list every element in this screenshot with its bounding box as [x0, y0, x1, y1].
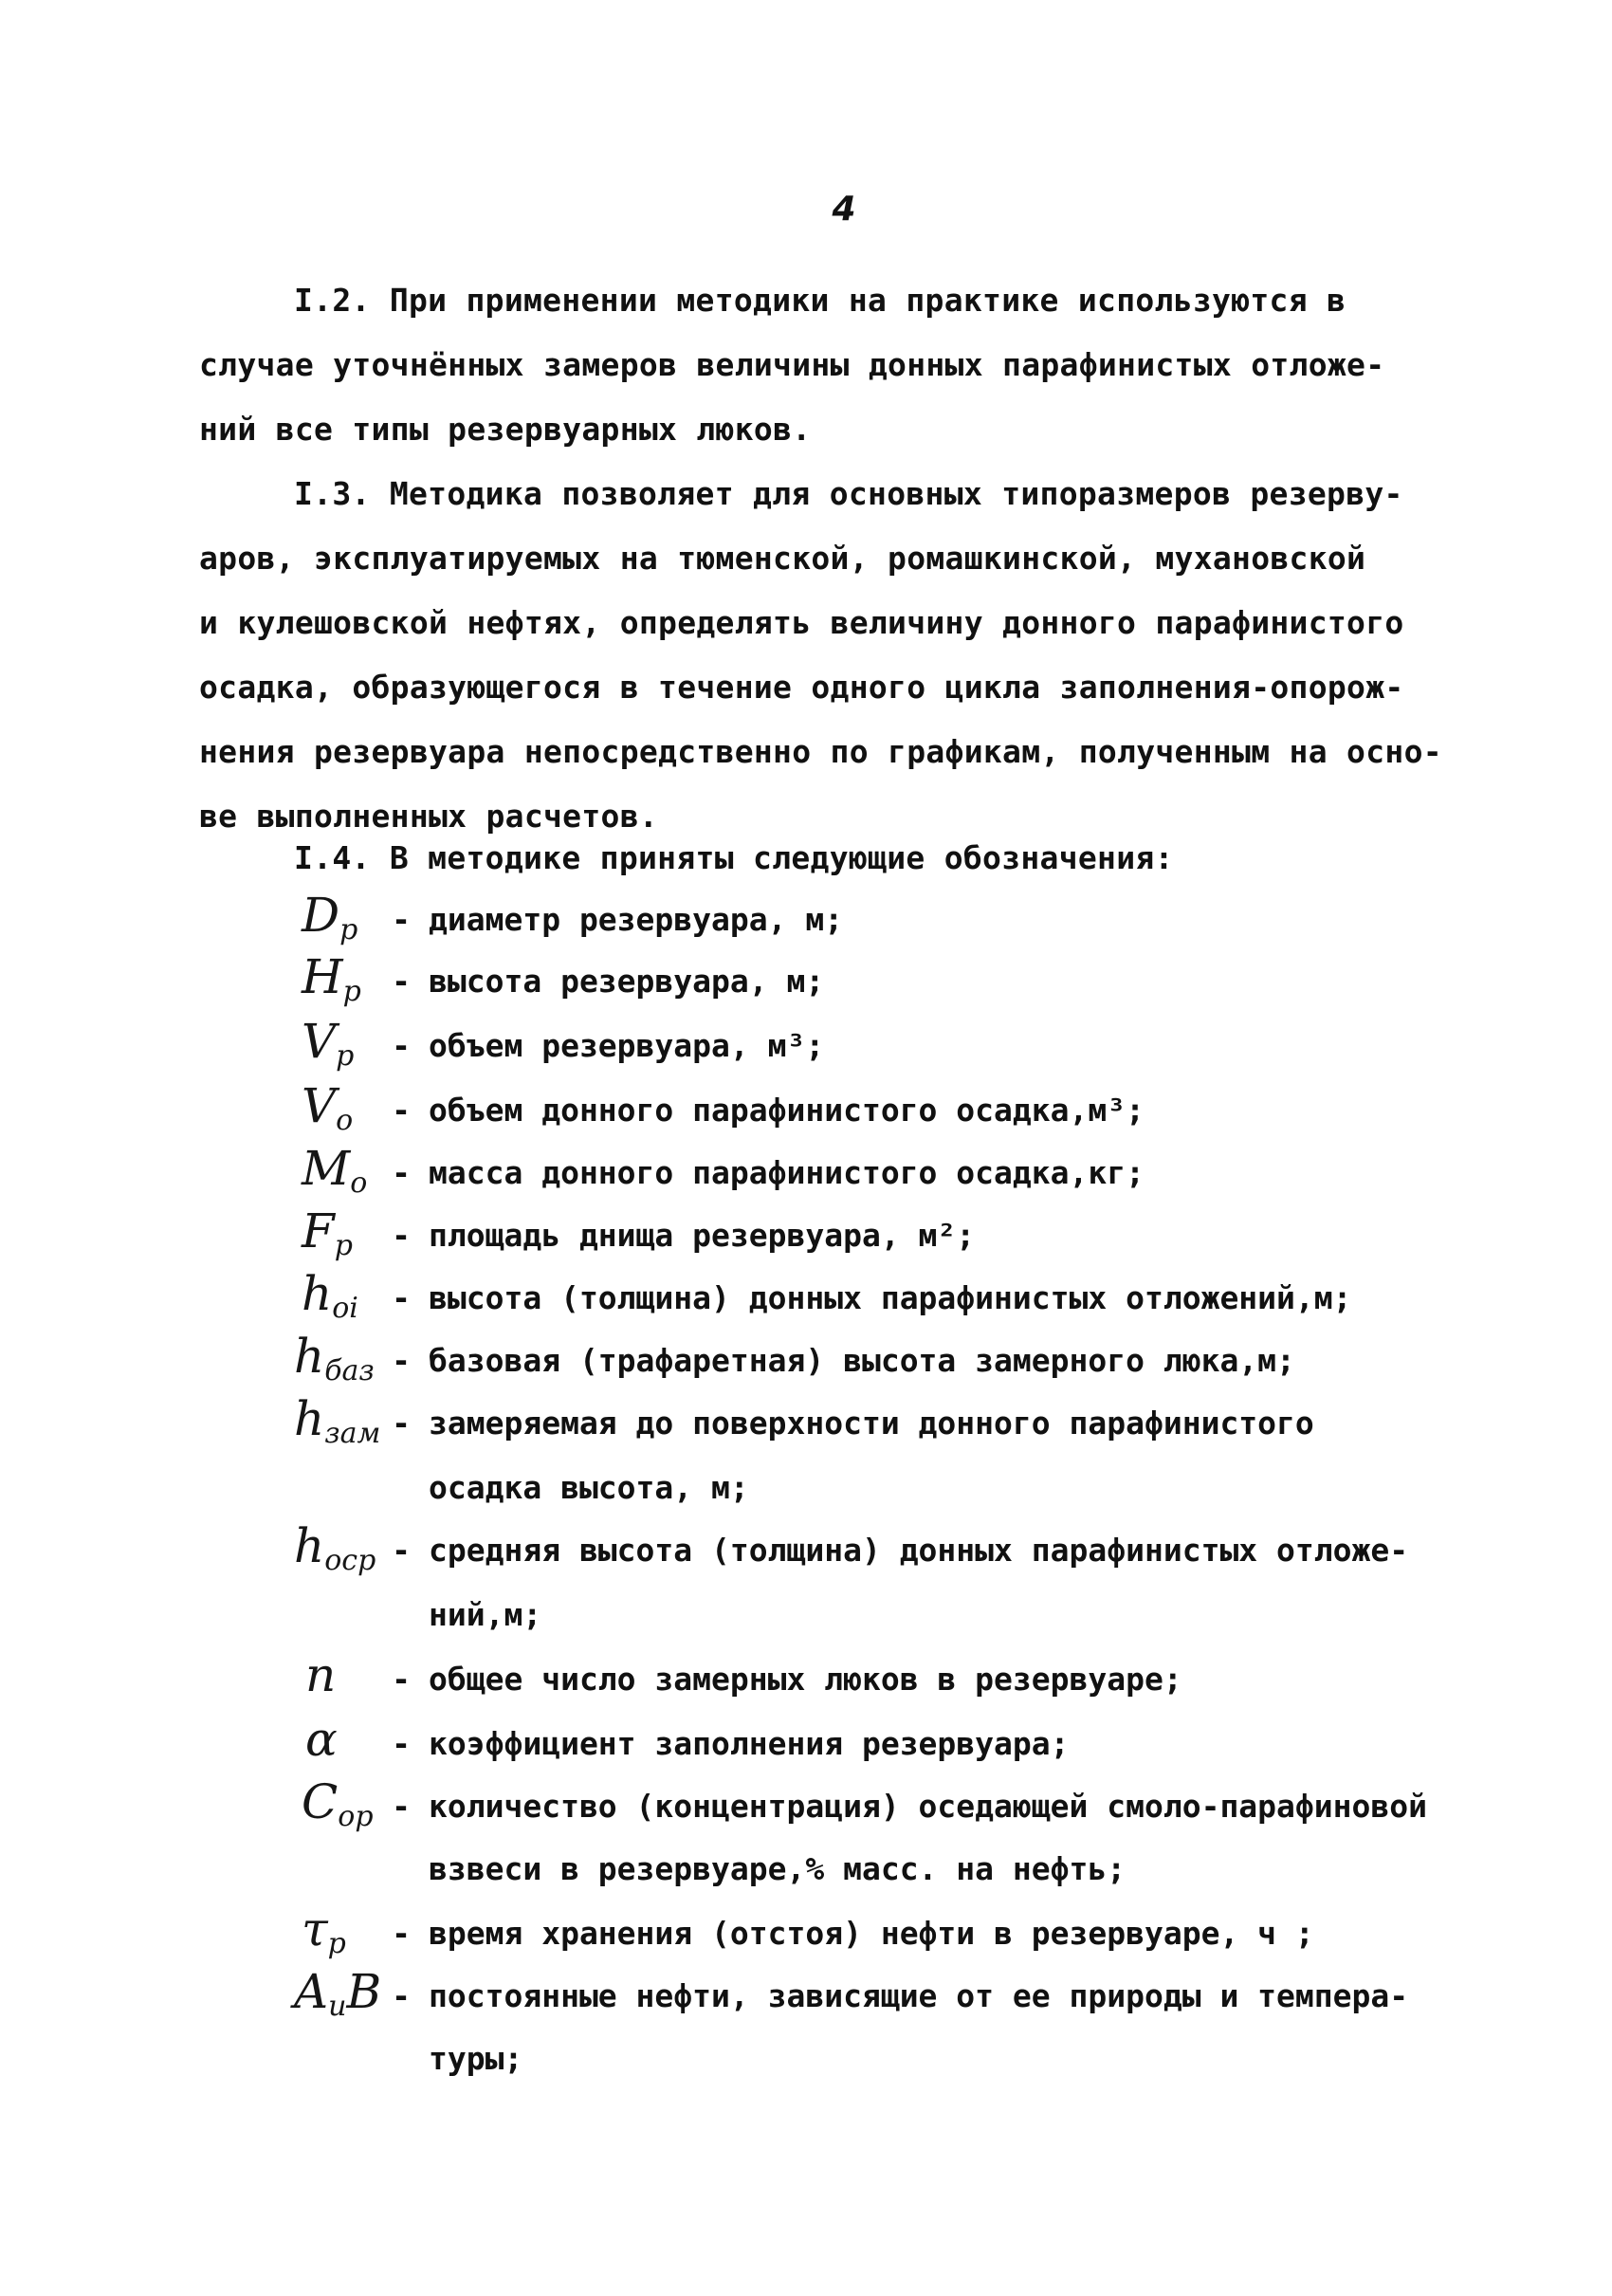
- notation-symbol: n: [305, 1647, 337, 1702]
- notation-definition: общее число замерных люков в резервуаре;: [429, 1661, 1182, 1698]
- notation-symbol: $h_{зам}$: [294, 1391, 381, 1450]
- dash: -: [392, 1915, 411, 1952]
- notation-definition: количество (концентрация) оседающей смоло-парафиновой: [429, 1788, 1427, 1825]
- notation-symbol: $C_{op}$: [302, 1774, 374, 1833]
- notation-definition: высота (толщина) донных парафинистых отложений,м;: [429, 1279, 1352, 1316]
- notation-definition: время хранения (отстоя) нефти в резервуаре, ч ;: [429, 1915, 1314, 1952]
- notation-definition: коэффициент заполнения резервуара;: [429, 1725, 1070, 1762]
- dash: -: [392, 1661, 411, 1698]
- notation-definition-continued: осадка высота, м;: [429, 1469, 749, 1506]
- dash: -: [392, 1217, 411, 1254]
- paragraph-line: осадка, образующегося в течение одного цикла заполнения-опорож-: [199, 669, 1404, 706]
- notation-definition: высота резервуара, м;: [429, 963, 825, 1000]
- notation-symbol: $A_иB$: [294, 1964, 382, 2023]
- notation-symbol: $M_o$: [302, 1141, 368, 1200]
- page-number: 4: [832, 190, 856, 229]
- dash: -: [392, 1279, 411, 1316]
- notation-definition: объем донного парафинистого осадка,м³;: [429, 1092, 1145, 1129]
- notation-definition-continued: ний,м;: [429, 1596, 542, 1633]
- notation-definition-continued: взвеси в резервуаре,% масс. на нефть;: [429, 1850, 1127, 1887]
- notation-definition: диаметр резервуара, м;: [429, 901, 844, 938]
- dash: -: [392, 963, 411, 1000]
- notation-symbol: $h_{баз}$: [294, 1329, 375, 1387]
- notation-symbol: $V_o$: [302, 1078, 354, 1137]
- dash: -: [392, 1342, 411, 1379]
- paragraph-line: I.3. Методика позволяет для основных типоразмеров резерву-: [294, 475, 1403, 512]
- dash: -: [392, 1405, 411, 1442]
- notation-definition: масса донного парафинистого осадка,кг;: [429, 1154, 1145, 1191]
- notation-definition-continued: туры;: [429, 2040, 523, 2077]
- notation-symbol: $h_{оср}$: [294, 1518, 376, 1577]
- notation-definition: базовая (трафаретная) высота замерного люка,м;: [429, 1342, 1295, 1379]
- notation-symbol: α: [305, 1712, 338, 1767]
- dash: -: [392, 1532, 411, 1569]
- paragraph-line: ний все типы резервуарных люков.: [199, 411, 812, 448]
- notation-symbol: $D_p$: [302, 888, 358, 946]
- paragraph-line: I.4. В методике приняты следующие обозначения:: [294, 839, 1174, 876]
- notation-symbol: $F_p$: [302, 1203, 353, 1262]
- dash: -: [392, 1977, 411, 2014]
- notation-definition: замеряемая до поверхности донного парафинистого: [429, 1405, 1314, 1442]
- notation-definition: объем резервуара, м³;: [429, 1027, 825, 1064]
- dash: -: [392, 901, 411, 938]
- paragraph-line: и кулешовской нефтях, определять величину донного парафинистого: [199, 604, 1404, 641]
- paragraph-line: аров, эксплуатируемых на тюменской, ромашкинской, мухановской: [199, 540, 1366, 577]
- dash: -: [392, 1154, 411, 1191]
- dash: -: [392, 1027, 411, 1064]
- notation-definition: средняя высота (толщина) донных парафинистых отложе-: [429, 1532, 1409, 1569]
- paragraph-line: I.2. При применении методики на практике используются в: [294, 282, 1346, 319]
- notation-definition: постоянные нефти, зависящие от ее природы и темпера-: [429, 1977, 1409, 2014]
- dash: -: [392, 1788, 411, 1825]
- paragraph-line: ве выполненных расчетов.: [199, 798, 659, 835]
- notation-symbol: $h_{oi}$: [302, 1266, 358, 1325]
- dash: -: [392, 1725, 411, 1762]
- paragraph-line: случае уточнённых замеров величины донных парафинистых отложе-: [199, 346, 1385, 383]
- notation-symbol: $H_p$: [302, 949, 361, 1008]
- notation-symbol: $\tau_p$: [302, 1901, 346, 1960]
- notation-symbol: $V_p$: [302, 1014, 355, 1073]
- paragraph-line: нения резервуара непосредственно по графикам, полученным на осно-: [199, 733, 1442, 770]
- dash: -: [392, 1092, 411, 1129]
- notation-definition: площадь днища резервуара, м²;: [429, 1217, 976, 1254]
